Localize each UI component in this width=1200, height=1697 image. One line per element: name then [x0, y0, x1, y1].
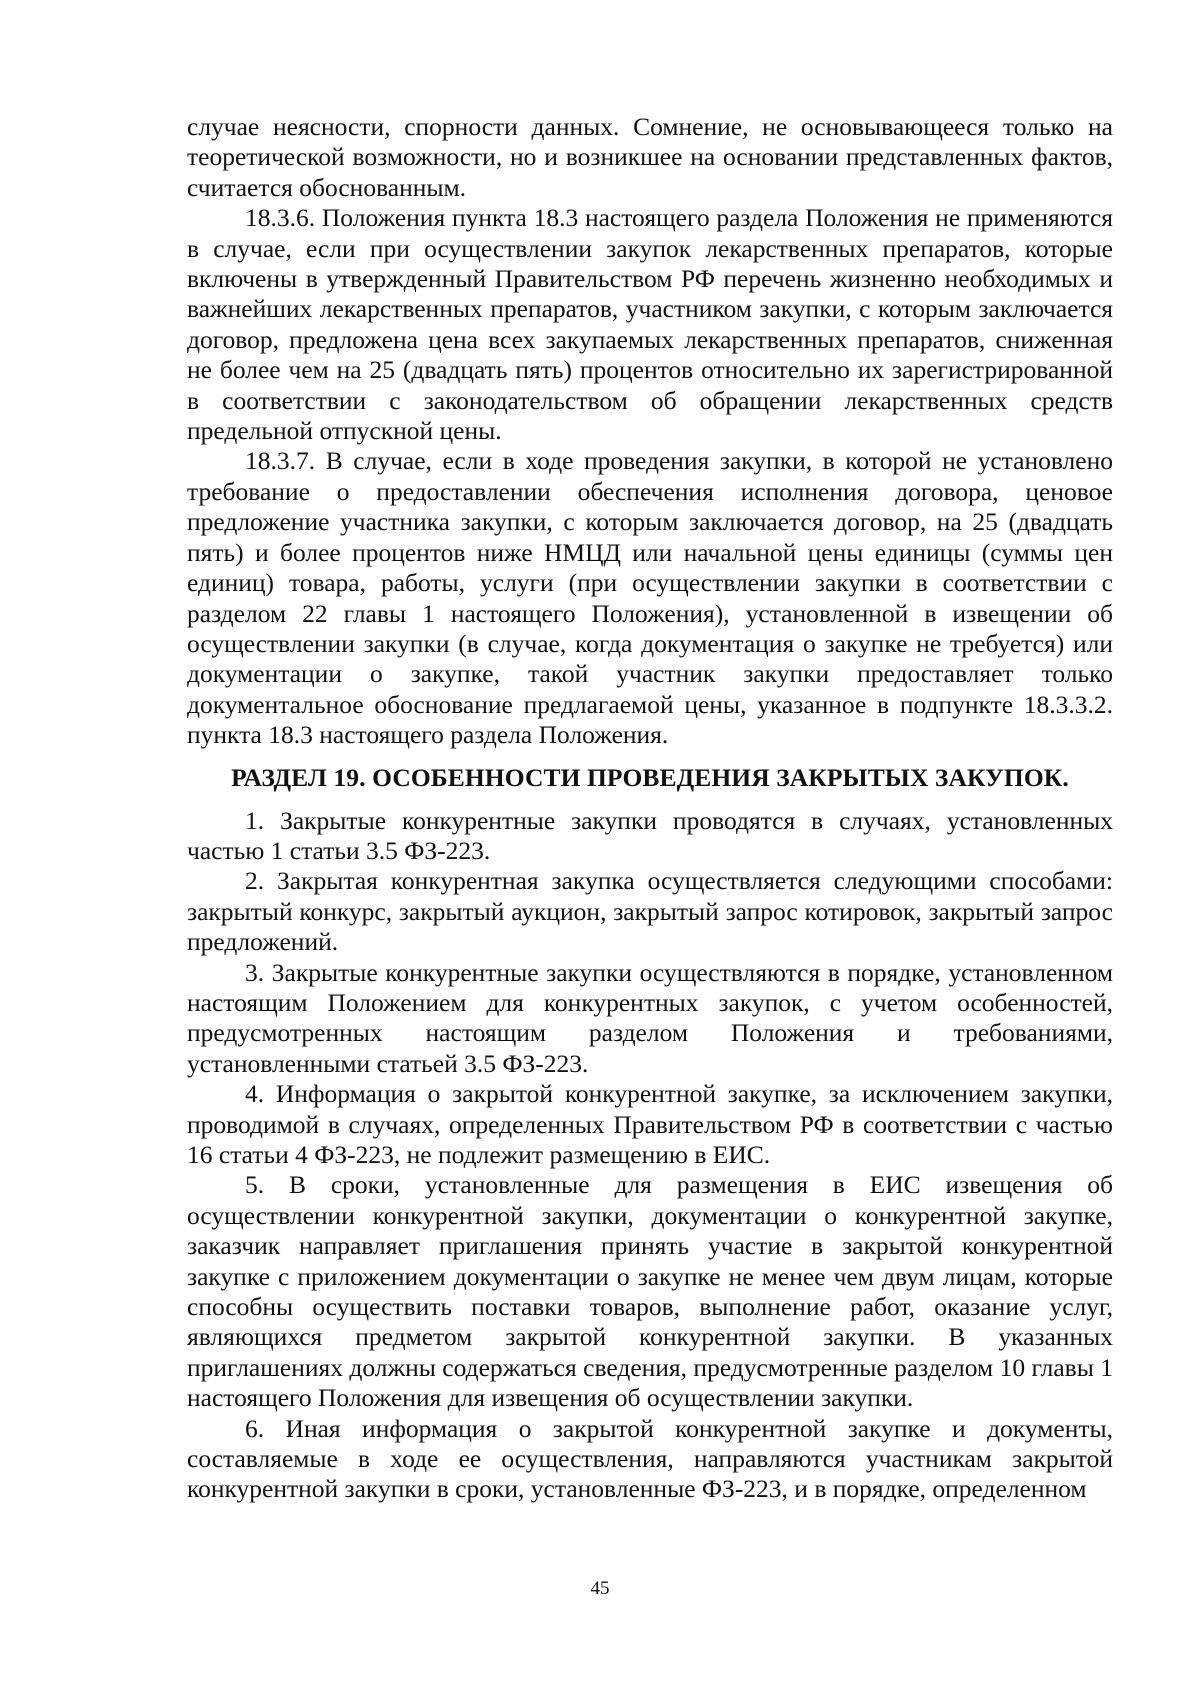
section-19-item-5: 5. В сроки, установленные для размещения в ЕИС извещения об осуществлении конкурентной закупки, документации о конкурентной закупке, заказчик направляет приглашения принять участие в закрытой конкурентной закупке с приложением документации о закупке не менее чем двум лицам, которые способны осуществить поставки товаров, выполнение работ, оказание услуг, являющихся предметом закрытой конкурентной закупки. В указанных приглашениях должны содержаться сведения, предусмотренные разделом 10 главы 1 настоящего Положения для извещения об осуществлении закупки. — [187, 1170, 1113, 1413]
section-19-item-6: 6. Иная информация о закрытой конкурентной закупке и документы, составляемые в ходе ее осуществления, направляются участникам закрытой конкурентной закупки в сроки, установленные ФЗ-223, и в порядке, определенном — [187, 1413, 1113, 1504]
document-page — [187, 112, 1113, 1505]
section-19-heading: РАЗДЕЛ 19. ОСОБЕННОСТИ ПРОВЕДЕНИЯ ЗАКРЫТЫХ ЗАКУПОК. — [231, 762, 1069, 792]
paragraph-18-3-6: 18.3.6. Положения пункта 18.3 настоящего раздела Положения не применяются в случае, если при осуществлении закупок лекарственных препаратов, которые включены в утвержденный Правительством РФ перечень жизненно необходимых и важнейших лекарственных препаратов, участником закупки, с которым заключается договор, предложена цена всех закупаемых лекарственных препаратов, сниженная не более чем на 25 (двадцать пять) процентов относительно их зарегистрированной в соответствии с законодательством об обращении лекарственных средств предельной отпускной цены. — [187, 203, 1113, 446]
section-19-item-2: 2. Закрытая конкурентная закупка осуществляется следующими способами: закрытый конкурс, закрытый аукцион, закрытый запрос котировок, закрытый запрос предложений. — [187, 866, 1113, 957]
section-19-item-4: 4. Информация о закрытой конкурентной закупке, за исключением закупки, проводимой в случаях, определенных Правительством РФ в соответствии с частью 16 статьи 4 ФЗ-223, не подлежит размещению в ЕИС. — [187, 1079, 1113, 1169]
paragraph-continuation: случае неясности, спорности данных. Сомнение, не основывающееся только на теоретической возможности, но и возникшее на основании представленных фактов, считается обоснованным. — [187, 112, 1113, 202]
paragraph-18-3-7: 18.3.7. В случае, если в ходе проведения закупки, в которой не установлено требование о предоставлении обеспечения исполнения договора, ценовое предложение участника закупки, с которым заключается договор, на 25 (двадцать пять) и более процентов ниже НМЦД или начальной цены единицы (суммы цен единиц) товара, работы, услуги (при осуществлении закупки в соответствии с разделом 22 главы 1 настоящего Положения), установленной в извещении об осуществлении закупки (в случае, когда документация о закупке не требуется) или документации о закупке, такой участник закупки предоставляет только документальное обоснование предлагаемой цены, указанное в подпункте 18.3.3.2. пункта 18.3 настоящего раздела Положения. — [187, 446, 1113, 750]
page-number: 45 — [590, 1578, 610, 1599]
section-19-item-3: 3. Закрытые конкурентные закупки осуществляются в порядке, установленном настоящим Положением для конкурентных закупок, с учетом особенностей, предусмотренных настоящим разделом Положения и требованиями, установленными статьей 3.5 ФЗ-223. — [187, 957, 1113, 1078]
section-19-item-1: 1. Закрытые конкурентные закупки проводятся в случаях, установленных частью 1 статьи 3.5 ФЗ-223. — [187, 805, 1113, 865]
